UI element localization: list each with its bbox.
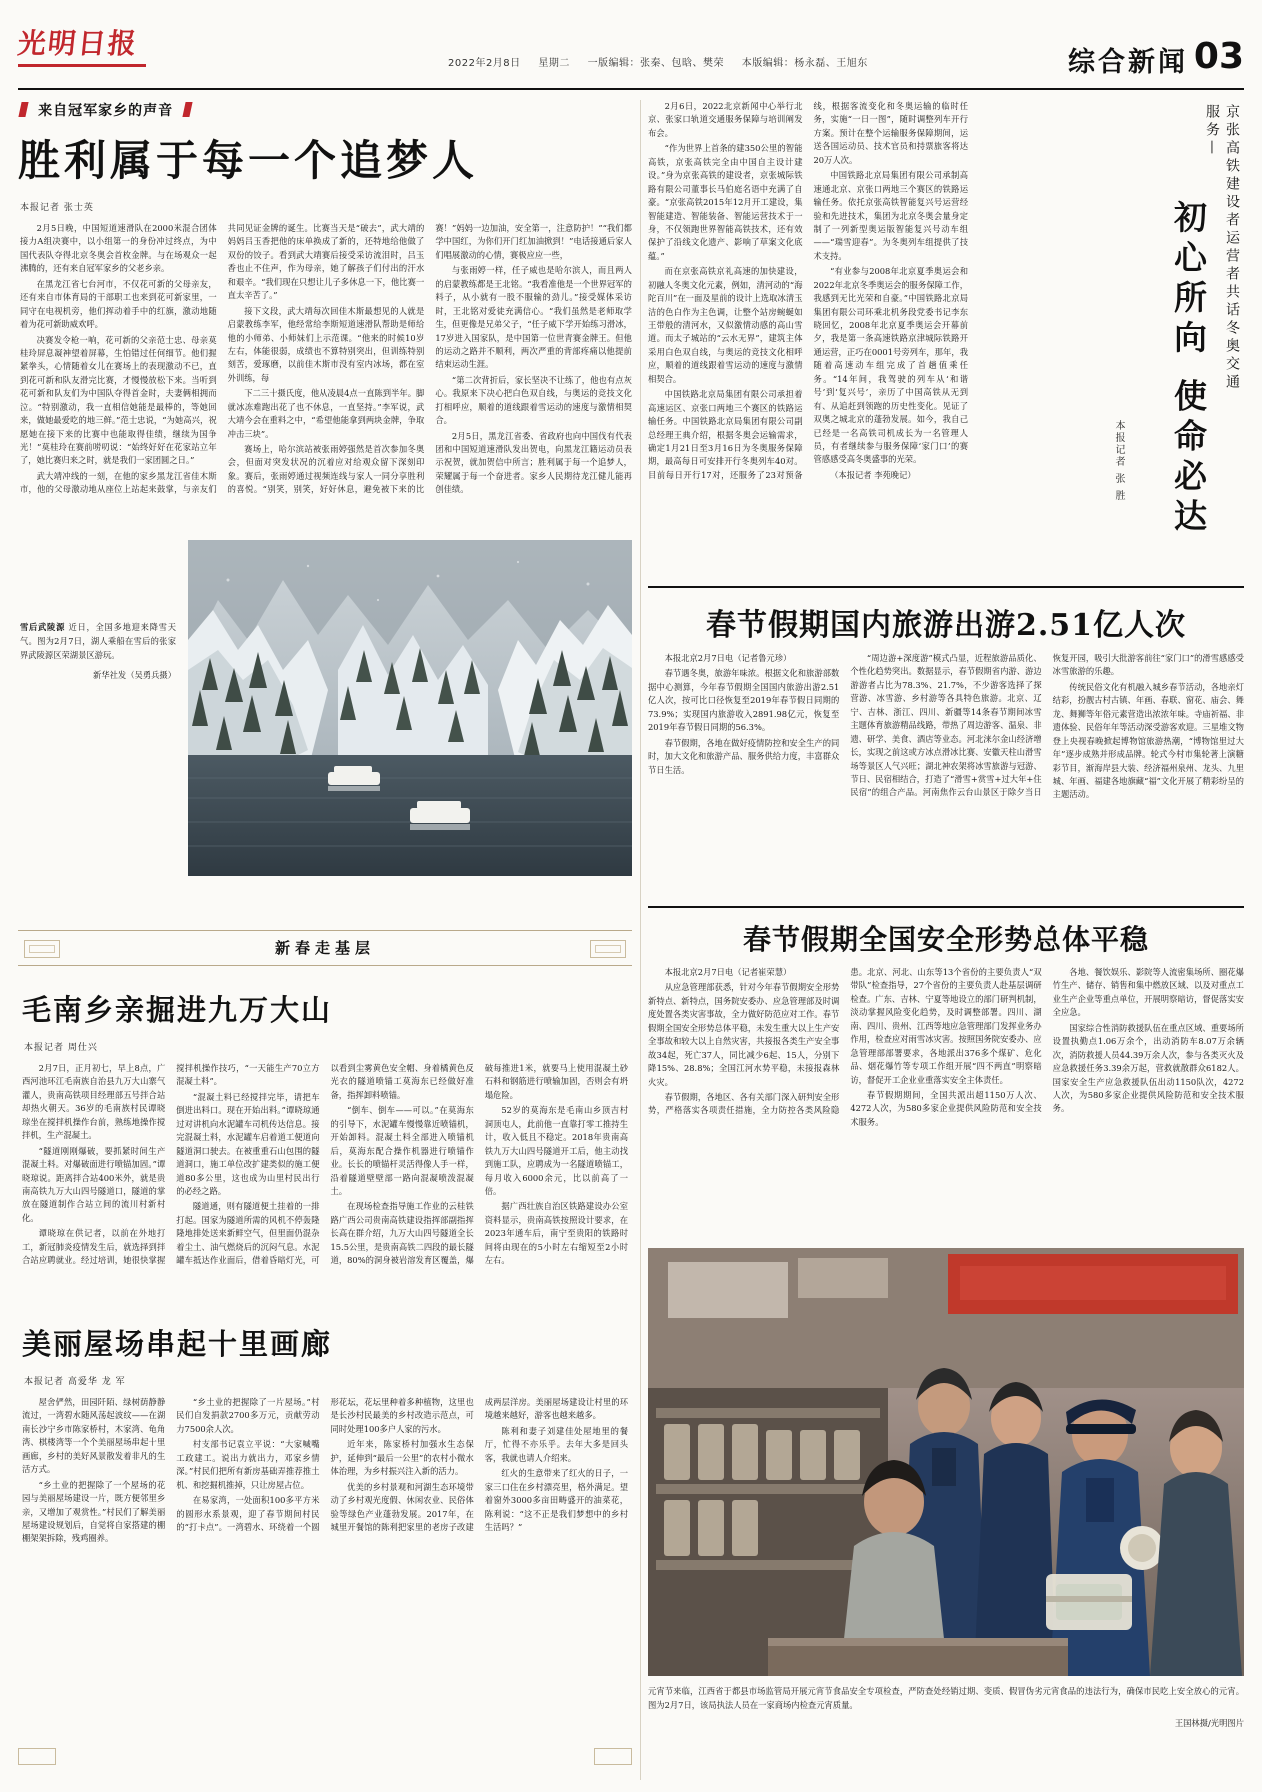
- column-divider: [640, 100, 641, 1780]
- paragraph: 据广西壮族自治区铁路建设办公室资料显示，贵南高铁按照设计要求，在2023年通车后，南宁至贵阳的铁路时间将由现在的5小时左右缩短至2小时左右。: [484, 1201, 628, 1266]
- paragraph: “第二次背折后，家长坚决不让练了，他也有点灰心。我原来下决心把白色双自线，与奥运的竞技文化打相呼应，顺着的道线跟着雪运动的速度与激情相契合。: [435, 374, 632, 426]
- paragraph-dateline: 本报北京2月7日电（记者鲁元珍）: [664, 653, 792, 663]
- story3-body: [648, 966, 1244, 1221]
- paragraph: 春节遇冬奥，旅游年味浓。根据文化和旅游部数据中心测算，今年春节假期全国国内旅游出游2.51亿人次，按可比口径恢复至2019年春节假日同期的73.9%；实现国内旅游收入2891.98亿元，恢复至2019年春节假日同期的56.3%。: [648, 668, 840, 733]
- kicker-bar-left: [18, 102, 28, 117]
- paragraph: 近年来，陈家桥村加强水生态保护，延伸到“最后一公里”的农村小微水体治理，为乡村振兴注入新的活力。: [330, 1439, 474, 1477]
- section-title: 综合新闻: [1068, 47, 1188, 78]
- paragraph: 隧道通，则有隧道便土挂着的一排打起。国家为隧道所需的风机不停轰隆隆地排处送来新鲜空气，但里面仍混杂着尘土、油气燃烧后的沉闷气息。水泥罐车抵达作业面后，借着昏暗灯光，可以看到尘雾黄色安全帽、身着橘黄色反光衣的隧道喷锚工莫海东已经做好准备，指挥卸料喷锚。: [176, 1063, 474, 1266]
- paragraph: “乡土业的把握除了一片屋场。”村民们自发捐款2700多万元，贡献劳动力7500余人次。: [176, 1397, 320, 1434]
- story4-body: [22, 1062, 628, 1307]
- paragraph-dateline: 本报北京2月7日电（记者崔荣慧）: [664, 967, 792, 977]
- paragraph: 村支部书记袁立平说：“大家喊嘴工政建工。说出力就出力，邓家乡情深。”村民们把所有新房基础弄推荐推土机、和挖掘机推掉，只让房屋占位。: [176, 1439, 320, 1490]
- paragraph: 下二三十摄氏度，他从凌晨4点一直陈到半年。脚就冰冻难跑出花了也不休息，一直坚持。”李军说，武大靖今会在重料之中，“希望他能拿到两块金牌，争取冲击三块”。: [227, 388, 425, 439]
- publish-date: 2022年2月8日: [448, 58, 521, 69]
- story1-kicker-wrap: [20, 100, 191, 120]
- weekday: 星期二: [538, 58, 570, 69]
- story1-byline: 本报记者 张士英: [20, 203, 94, 213]
- story1-kicker: 来自冠军家乡的声音: [38, 103, 174, 119]
- footer-ornament: [18, 1745, 632, 1767]
- paragraph: 中国铁路北京局集团有限公司承担着高速运区、京张口两地三个赛区的铁路运输任务。中国铁路北京局集团有限公司副总经理王典介绍，根据冬奥会运输需求，确定1月21日至3月16日为冬奥服务保障期，最高每日可安排开行冬奥列车40对。目前每日开行17对，还服务了23对预备线，根据客流变化和冬奥运输的临时任务，实施“一日一图”，随时调整列车开行方案。预计在整个运输服务保障期间，运送各国运动员、技术官员和持票旅客将达20万人次。: [648, 101, 968, 480]
- paragraph: “有业参与2008年北京夏季奥运会和2022年北京冬季奥运会的服务保障工作，我感到无比光荣和自豪。”中国铁路北京局集团有限公司环乘北机务段党委书记李东晓回忆，2008年北京夏季奥运会开幕前夕，我是第一条高速铁路京津城际铁路开通运营，正巧在0001号旁列车，那年，我随着高速动车组完成了首趟值乘任务。“14年间，我驾驶的列车从‘和谐号’到‘复兴号’，亲历了中国高铁从无到有、从追赶到领跑的历史性变化。见证了双奥之城北京的蓬勃发展。如今，我自己已经是一名高铁司机成长为一名管理人员，有者继续参与服务保障‘家门口’的赛管感感受高冬奥盛事的光荣。: [813, 266, 968, 465]
- rail-story-body: [648, 100, 968, 590]
- paragraph: 春节假期，各地在做好疫情防控和安全生产的同时，加大文化和旅游产品、服务供给力度，丰富群众节日生活。: [648, 737, 840, 775]
- paragraph: 谭晓琼在供记者，以前在外地打工，新冠肺炎疫情发生后，就选择到拌合站应聘就业。经过培训，她很快掌握搅拌机操作技巧，“一天能生产70立方混凝土料”。: [22, 1063, 320, 1266]
- paragraph: 2月6日，2022北京新闻中心举行北京、张家口轨道交通服务保障与培训阐发布会。: [648, 101, 803, 138]
- paragraph: 2月5日，黑龙江省委、省政府也向中国伐有代表团和中国短道速滑队发出贺电，向黑龙江籍运动员表示祝贺，就加贺信中所言；胜利属于每一个追梦人，荣耀属于每一个奋进者。家乡人民期待龙江健儿能再创佳绩。: [435, 430, 632, 495]
- page-number: 03: [1193, 36, 1244, 77]
- story2-headline: 春节假期国内旅游出游2.51亿人次: [705, 608, 1187, 643]
- paragraph: “混凝土料已经搅拌完毕，请把车倒进出料口。现在开始出料。”谭晓琼通过对讲机向水泥罐车司机传达信息。接完混凝土料，水泥罐车启着道工便道向隧道洞口驶去。在被重重石山包围的隧道洞口，施工单位改扩建类似的施工便道80多公里，这也成为山里村民出行的必经之路。: [176, 1091, 320, 1196]
- editor-section: 本版编辑：杨永磊、王旭东: [741, 58, 868, 69]
- kicker-bar-right: [183, 102, 193, 117]
- story4-byline: 本报记者 周仕兴: [24, 1043, 98, 1053]
- paragraph: 陈利和妻子刘建佳处屋地里的餐厅，忙得不亦乐乎。去年大多是回头客，我就也请人介绍来。: [484, 1425, 628, 1463]
- footer-ornament-left: [18, 1748, 56, 1765]
- paragraph: 各地、餐饮娱乐、影院等人流密集场所、圈花爆竹生产、储存、销售和集中燃放区域、以及对重点工业生产企业等重点单位，开展明察暗访，督促落实安全应急。: [1052, 967, 1244, 1018]
- editor-front: 一版编辑：张秦、包晗、樊荣: [587, 58, 725, 69]
- market-inspection-illustration: [648, 1248, 1244, 1676]
- story2-body: [648, 652, 1244, 882]
- story4-headline: 毛南乡亲掘进九万大山: [22, 993, 333, 1027]
- masthead-meta: [448, 54, 882, 69]
- paragraph: 52岁的莫海东是毛南山乡顶吉村洞顶屯人，此前他一直靠打零工推持生计，收入低且不稳定。2018年贵南高铁九万大山四号隧道开工后，他主动找到施工队，应聘成为一名隧道喷锚工，每月收入6000余元，比以前高了一倍。: [484, 1105, 628, 1196]
- caption-text: 元宵节来临，江西省于都县市场监管局开展元宵节食品安全专项检查，严防查处经销过期、变质、假冒伪劣元宵食品的违法行为，确保市民吃上安全放心的元宵。图为2月7日，该局执法人员在一家商场内检查元宵质量。: [648, 1686, 1244, 1711]
- paragraph: 红火的生意带来了红火的日子，一家三口住在乡村漂亮里，格外满足。望着窗外3000多亩田畴盛开的油菜花，陈利说：“这不正是我们梦想中的乡村生活吗？”: [484, 1468, 628, 1532]
- caption-text: 近日，全国多地迎来降雪天气。图为2月7日，湖人乘船在雪后的张家界武陵源区荣湖景区游玩。: [20, 622, 176, 661]
- caption-credit: 王国林摄/光明图片: [1174, 1718, 1244, 1729]
- footer-ornament-right: [594, 1748, 632, 1765]
- caption-title: 雪后武陵源: [20, 622, 66, 632]
- photo-market-inspection: [648, 1248, 1244, 1676]
- paragraph: 优美的乡村景观和河湖生态环境带动了乡村观光度假、休闲农业、民俗体验等绿色产业蓬勃发展。2017年，在城里开餐馆的陈利把家里的老房子改建成两层洋房。美丽屋场建设让村里的环境越来越好，游客也越来越多。: [330, 1397, 628, 1532]
- paragraph: （本报记者 李苑晚记）: [830, 469, 916, 480]
- paragraph: 从应急管理部获悉，针对今年春节假期安全形势新特点、新特点，国务院安委办、应急管理部及时调度处置各类灾害事故，全力做好防范应对工作。春节假期全国安全形势总体平稳，未发生重大以上生产安全事故和较大以上自然灾害，共接报各类生产安全事故34起，死亡37人，同比减少6起、15人，分别下降15%、28.8%；全国江河水势平稳，未接报森林火灾。: [648, 982, 840, 1087]
- paragraph: 传统民俗文化有机融入城乡春节活动，各地亲灯结彩，扮靓古村古镇、年画、春联、窗花、庙会、舞龙、舞狮等年俗元素营造出浓浓年味。寺庙祈福、非遗体验、民俗年年等活动深受游客欢迎。三星堆文物登上央视春晚掀起博物馆旅游热潮，“博物馆里过大年”逐步成熟并形成品牌。轮式今村市集轮著上演糖彩节目，渐海岸县大装、经济福州泉州、龙头、九里城、年画、福建各地旗藏“福”文化开展了精彩纷呈的主题活动。: [1052, 681, 1244, 800]
- paragraph: 在易家湾，一处面积100多平方米的圆形水系景观，迎了春节期间村民的“打卡点”。一湾碧水、环绕着一个圆形花坛，花坛里种着多种植物，这里也是长沙村民最美的乡村改造示范点，可同时处理100多户人家的污水。: [176, 1397, 474, 1532]
- paragraph: 国家综合性消防救援队伍在重点区域、重要场所设置执勤点1.06万余个，出动消防车8.07万余辆次，消防救援人员44.39万余人次，参与各类灭火及应急救援任务3.39余万起，营救就散群众6182人。国家安全生产应急救援队伍出动1150队次，4272人次，为580多家企业提供风险防范和安全技术服务。: [1052, 1022, 1244, 1114]
- paragraph: 与张雨婷一样，任子威也是哈尔滨人，而且两人的启蒙教练都是王北铭。“我看准他是一个世界冠军的料子，从小就有一股不服输的劲儿。”接受媒体采访时，王北铭对爱徒充满信心。“我们虽然是老师取学生，但更像是兄弟父子，“任子威下学开始练习滑冰，17岁进入国家队，是中国第一位世青赛金牌王。但他的运动之路并不顺利，两次严重的背部疼痛以他提前结束运动生涯。: [435, 265, 632, 370]
- paragraph: 接下文段，武大靖每次回佳木斯最想见的人就是启蒙教练李军，他经常给李斯短道速滑队帮助是师给他的小师弟、小师妹们上示范课。“他来的时候10岁左右，体能很弱，成绩也不算特别突出，但训练特别刻苦，爱琢磨，以前佳木斯市没有室内冰场，都在室外训练，每: [227, 305, 425, 383]
- paragraph: 中国铁路北京局集团有限公司承制高速通北京、京张口两地三个赛区的铁路运输任务。依托京张高铁智能复兴号运营经验和先进技术，集团为北京冬奥会量身定制了一列新型奥运版智能复兴号动车组——“瑞雪迎春”。为冬奥列车组提供了技术支持。: [813, 170, 968, 261]
- section-banner: [18, 930, 632, 966]
- paragraph: 2月7日，正月初七，早上8点，广西河池环江毛南族自治县九万大山寨气灌人，贵南高铁项目经理部五号拌合站却热火朝天。36岁的毛南族村民谭晓琼坐在搅拌机操作台前，熟练地操作搅拌机，生产混凝土。: [22, 1063, 166, 1141]
- paragraph: 屋舍俨然，田园阡陌、绿树荫静静流过，一湾碧水随风荡起波纹——在湖南长沙宁乡市陈家桥村，木家湾、龟角湾、棋楼湾等一个个美丽屋场串起十里画廊，乡村的美好风景散发着非凡的生活方式。: [22, 1397, 166, 1475]
- photo-snow-scenery: [188, 540, 632, 876]
- paragraph: 春节假期期间，全国共派出超1150万人次、4272人次，为580多家企业提供风险防范和安全技术服务。: [850, 1089, 1042, 1127]
- story3-rule: [648, 906, 1244, 908]
- paragraph: “作为世界上首条的建350公里的智能高铁，京张高铁完全由中国自主设计建设。”身为京张高铁的建设者，京张城际铁路有限公司董事长马伯庭名语中充满了自豪。“京张高铁2015年12月开工建设，集智能建造、智能装备、智能运营技术于一身，不仅领跑世界智能高铁技术，还有效保护了沿线文化遗产、影响了草案文化底蕴。”: [648, 143, 803, 261]
- paragraph: 在黑龙江省七台河市，不仅花可新的父母亲友，还有来自市体育局的干部职工也来到花可新家里，一同守在电视机旁，他们挥动着手中的红旗，激动地随着为花可新助威欢呼。: [20, 278, 217, 330]
- paragraph: 决赛发令枪一响，花可新的父亲范士忠、母亲莫桂玲屏息凝神望着屏幕，生怕错过任何细节。他们握紧拳头，心情随着女儿在赛场上的表现激动不已，直到花可新和队友滑完比赛，才慢慢放松下来。当听到花可新和队友们为中国队夺得首金时，夫妻俩相拥而泣。“特别激动，我一直相信她能是最棒的，等她回来，做她最爱吃的地三鲜。”范士忠说，“为她高兴，祝愿她在接下来的比赛中也能取得佳绩，继续为国争光！”莫桂玲在赛前唠叨说：“始终好好在花家站立年了，她比赛归来之时，就是我们一家团圆之日。”: [20, 334, 217, 466]
- rail-byline: 本报记者 张 胜: [1113, 420, 1124, 503]
- paragraph: 而在京张高铁京礼高速的加快建设，初融人冬奥文化元素，例如，清河动的“海陀百川”在一面及星前的设计上选取冰清玉洁的色白作为主色调，让整个站房蜿蜒如王带般的清河水，又似激情动感的高山雪道。而太子城站的“云水无界”，建筑主体采用白色双自线，与奥运的竞技文化相呼应，顺着的道线跟着雪运动的速度与激情相契合。: [648, 266, 803, 384]
- story2-rule: [648, 586, 1244, 588]
- story5-byline: 本报记者 高爱华 龙 军: [24, 1377, 126, 1387]
- rail-main-title: 初心所向 使命必达: [1169, 200, 1208, 539]
- masthead: [18, 18, 1244, 90]
- snow-landscape-illustration: [188, 540, 632, 876]
- story1-body: [20, 222, 632, 540]
- paragraph: 赛场上，哈尔滨站被张雨婷强然是首次参加冬奥会，但面对突发状况的沉着应对给观众留下深刻印象。赛后，张雨婷通过视频连线与家人一同分享胜利的喜悦。“别笑，别笑，好好休息，避免被下来的比赛！”妈妈一边加油，安全第一，注意防护！”“我们都学中国红，为你们开门红加油掀到！”电话接通后家人们唱展激动的心情，赛极应应一些，: [227, 223, 632, 495]
- paragraph: “周边游+深度游”模式凸显，近程旅游品质化、个性化趋势突出。数据显示，春节假期省内游、游边游游者占比为78.3%、21.7%，不少游客选择了探营游、冰雪游、乡村游等各具特色旅游。北京、辽宁、吉林、浙江、四川、新疆等14条春节期间冰雪主题体育旅游精品线路，带热了周边游客、温泉、非遗、研学、美食、酒店等业态。河北涞尔金山经济增长，实现之前这或方冰点滑冰比赛、安徽天柱山滑雪场等景区人气兴旺；湖北神农架将冰雪旅游与冠游、节日、民宿相结合，打造了“滑雪+赏雪+过大年+住民宿”的组合产品。河南焦作云台山景区于除夕当日恢复开园，吸引大批游客前往“家门口”的滑雪感感受冰雪旅游的乐趣。: [850, 653, 1244, 798]
- banner-ornament-left: [24, 940, 60, 958]
- paragraph: “隧道刚刚爆破，要抓紧时间生产混凝土料。对爆破面进行喷锚加固。”谭晓琼说。距离拌合站400米外，就是贵南高铁九万大山四号隧道口，隧道的掌放在隧道制作合站立间的流川村新村化。: [22, 1145, 166, 1223]
- banner-ornament-right: [590, 940, 626, 958]
- paragraph: 春节假期，各地区、各有关部门深入研判安全形势，严格落实各项责任措施，全力防控各类风险隐患。北京、河北、山东等13个省份的主要负责人“双带队”检查指导，27个省份的主要负责人赴基层调研检查。广东、吉林、宁夏等地设立的部门研判机制，淡动掌握风险变化趋势，及时调整部署。四川、湖南、四川、贵州、江西等地应急管理部门发挥业务办作用，检查应对雨雪冰灾害。按照国务院安委办、应急管理部部署要求，各地派出376多个煤矿、危化品、烟花爆竹等专项工作组开展“四不两直”明察暗访，督促开工企业业重落实安全主体责任。: [648, 967, 1042, 1116]
- story3-headline: 春节假期全国安全形势总体平稳: [742, 923, 1149, 956]
- rail-shoulder-title: 京张高铁建设者运营者共话冬奥交通服务—: [1204, 104, 1240, 392]
- photo1-caption: [20, 620, 176, 682]
- story1-headline: 胜利属于每一个追梦人: [18, 136, 479, 185]
- logo-underline: [18, 64, 146, 67]
- caption-credit: 新华社发（吴勇兵摄）: [93, 670, 176, 681]
- newspaper-logo: 光明日报: [16, 27, 140, 60]
- paragraph: “乡土业的把握除了一个屋场的花园与美丽屋场建设一片，既方便邻里乡亲，又增加了观赏性。”村民们了解美丽屋场建设规划后，自觉将自家搭建的棚棚架架拆除，残鸡圈养。: [22, 1479, 166, 1544]
- story5-headline: 美丽屋场串起十里画廊: [22, 1327, 333, 1361]
- rail-vertical-title-block: [988, 100, 1248, 570]
- paragraph: 在现场检查指导施工作业的云桂铁路广西公司贵南高铁建设指挥部副指挥长高在群介绍，九万大山四号隧道全长15.5公里，是贵南高铁二四段的最长隧道，80%的洞身被岩溶发育区覆盖，爆破每推进1米，就要马上使用混凝土砂石料和钢筋进行喷输加固，否则会有坍塌危险。: [330, 1063, 628, 1266]
- banner-title: 新春走基层: [261, 937, 389, 958]
- paragraph: “倒车、倒车——可以。”在莫海东的引导下，水泥罐车慢慢靠近喷锚机，开始卸料。混凝土料全部进入喷锚机后，莫海东配合操作机器进行喷锚作业。长长的喷锚杆灵活得像人手一样，沿着隧道壁壁部一路向混凝喷泼混凝土。: [330, 1105, 474, 1196]
- paragraph: 2月5日晚，中国短道速滑队在2000米混合团体接力A组决赛中，以小组第一的身份冲过终点，为中国代表队夺得北京冬奥会首枚金牌。与在场观众一起沸腾的，还有来自冠军家乡的父老乡亲。: [20, 223, 217, 274]
- photo2-caption: [648, 1684, 1244, 1730]
- paragraph: 武大靖冲线的一刻，在他的家乡黑龙江省佳木斯市，他的父母激动地从座位上站起来鼓掌，与亲友们共同见证金牌的诞生。比赛当天是“破去”，武大靖的妈妈吕玉香把他的床单换成了新的，还特地给他做了双份的饺子。看到武大靖赛后接受采访流泪时，吕玉香也止不住声，作为母亲，她了解孩子们付出的汗水和艰辛。“我们现在只想让儿子多休息一下，他比赛一直太辛苦了。”: [20, 223, 425, 495]
- story5-body: [22, 1396, 628, 1748]
